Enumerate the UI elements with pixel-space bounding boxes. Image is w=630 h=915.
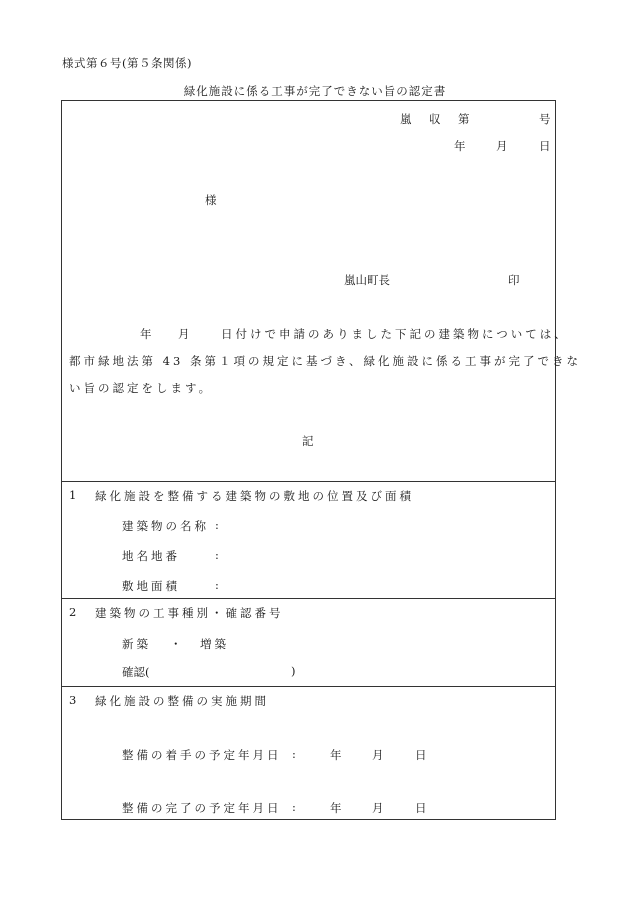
end-date-year: 年 xyxy=(330,801,342,815)
start-date-year: 年 xyxy=(330,748,342,762)
option-extension: 増築 xyxy=(200,637,229,651)
field-site-area-colon: : xyxy=(215,578,219,592)
start-date-day: 日 xyxy=(415,748,427,762)
divider-2 xyxy=(62,598,555,599)
field-building-name-label: 建築物の名称 xyxy=(122,519,209,533)
body-line-3: い旨の認定をします。 xyxy=(69,381,214,395)
ref-go: 号 xyxy=(539,112,551,126)
form-box xyxy=(61,100,581,820)
section1-heading: 緑化施設を整備する建築物の敷地の位置及び面積 xyxy=(95,489,414,503)
section3-heading: 緑化施設の整備の実施期間 xyxy=(95,694,269,708)
end-date-day: 日 xyxy=(415,801,427,815)
end-date-label: 整備の完了の予定年月日 xyxy=(122,801,282,815)
seal-mark: 印 xyxy=(508,273,520,287)
body-line-1: 日付けで申請のありました下記の建築物については、 xyxy=(221,327,569,341)
option-separator: ・ xyxy=(170,637,182,651)
field-building-name-colon: : xyxy=(215,518,219,532)
ref-city: 嵐 xyxy=(400,112,412,126)
form-label: 様式第６号(第５条関係) xyxy=(62,56,192,70)
section2-number: 2 xyxy=(69,605,77,619)
date-day: 日 xyxy=(539,139,551,153)
body-year: 年 xyxy=(140,327,152,341)
body-line-2: 都市緑地法第 43 条第１項の規定に基づき、緑化施設に係る工事が完了できな xyxy=(69,354,581,368)
end-date-colon: : xyxy=(292,800,296,814)
document-title: 緑化施設に係る工事が完了できない旨の認定書 xyxy=(183,84,447,98)
divider-1 xyxy=(62,481,555,482)
addressee-suffix: 様 xyxy=(205,193,217,207)
section1-number: 1 xyxy=(69,488,77,502)
start-date-label: 整備の着手の予定年月日 xyxy=(122,748,282,762)
end-date-month: 月 xyxy=(372,801,384,815)
ki-mark: 記 xyxy=(302,434,314,448)
section2-heading: 建築物の工事種別・確認番号 xyxy=(95,606,284,620)
date-year: 年 xyxy=(454,139,466,153)
field-site-area-label: 敷地面積 xyxy=(122,579,180,593)
confirm-close-paren: ) xyxy=(291,664,296,678)
option-new-construction: 新築 xyxy=(122,637,151,651)
ref-shu: 収 xyxy=(429,112,441,126)
date-month: 月 xyxy=(496,139,508,153)
issuer-name: 嵐山町長 xyxy=(344,273,390,287)
field-lot-number-colon: : xyxy=(215,548,219,562)
field-lot-number-label: 地名地番 xyxy=(122,549,180,563)
body-month: 月 xyxy=(178,327,190,341)
ref-dai: 第 xyxy=(458,112,470,126)
start-date-colon: : xyxy=(292,747,296,761)
divider-3 xyxy=(62,686,555,687)
start-date-month: 月 xyxy=(372,748,384,762)
confirm-label: 確認( xyxy=(122,665,150,679)
section3-number: 3 xyxy=(69,693,77,707)
